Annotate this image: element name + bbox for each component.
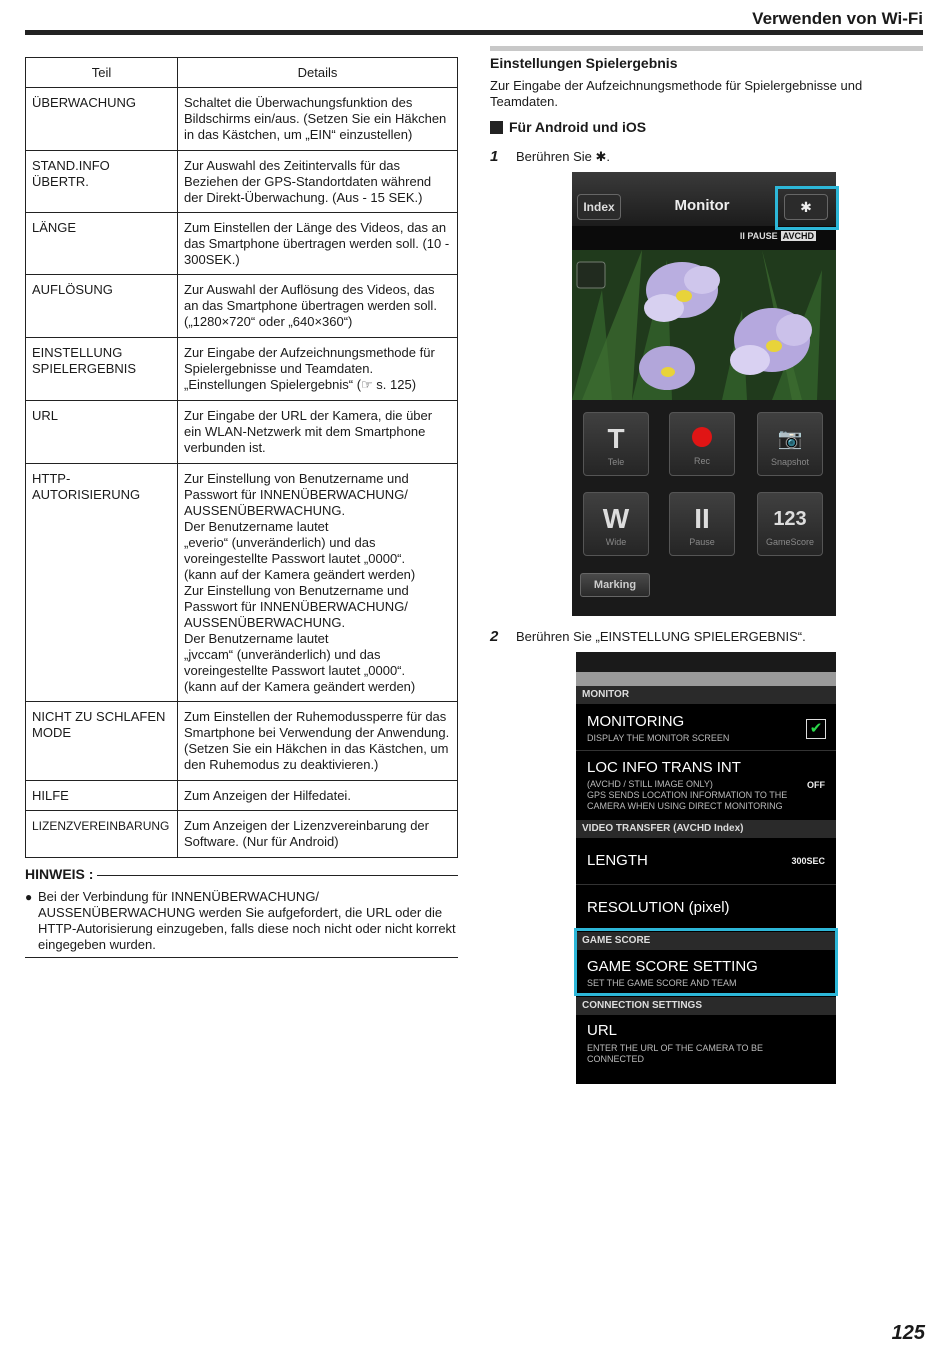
cell-details: Schaltet die Überwachungsfunktion des Bildschirms ein/aus. (Setzen Sie ein Häkchen in das Kästchen, um „EIN“ einzustellen) <box>178 88 458 151</box>
monitoring-item[interactable]: MONITORING <box>587 713 685 730</box>
loc-info-subtitle: (AVCHD / STILL IMAGE ONLY) GPS SENDS LOCATION INFORMATION TO THE CAMERA WHEN USING DIRECT MONITORING <box>587 779 788 811</box>
length-item[interactable]: LENGTH <box>587 852 648 869</box>
table-row <box>26 151 458 213</box>
cell-part: ÜBERWACHUNG <box>26 88 178 151</box>
cell-details: Zur Auswahl der Auflösung des Videos, das an das Smartphone übertragen werden soll. („1280×720“ oder „640×360“) <box>178 275 458 338</box>
pause-status: II PAUSE <box>739 231 778 241</box>
loc-info-value: OFF <box>807 780 825 790</box>
pause-label: Pause <box>689 537 715 547</box>
monitoring-subtitle: DISPLAY THE MONITOR SCREEN <box>587 733 730 743</box>
wide-button[interactable] <box>583 492 649 556</box>
length-value: 300SEC <box>791 856 825 866</box>
gear-highlight <box>775 186 839 230</box>
note-bottom-rule <box>25 957 458 958</box>
cell-part: HILFE <box>26 781 178 811</box>
cell-details: Zur Einstellung von Benutzername und Passwort für INNENÜBERWACHUNG/ AUSSENÜBERWACHUNG. Der Benutzername lautet „everio“ (unveränderlich) und das voreingestellte Passwort lautet „0000“. (kann auf der Kamera geändert werden) Zur Einstellung von Benutzername und Passwort für INNENÜBERWACHUNG/ AUSSENÜBERWACHUNG. Der Benutzername lautet „jvccam“ (unveränderlich) und das voreingestellte Passwort lautet „0000“. (kann auf der Kamera geändert werden) <box>178 464 458 702</box>
table-row <box>26 338 458 401</box>
cell-part: STAND.INFO ÜBERTR. <box>26 151 178 213</box>
rec-label: Rec <box>693 456 710 466</box>
page-number: 125 <box>891 1322 925 1344</box>
cell-details: Zum Einstellen der Ruhemodussperre für das Smartphone bei Verwendung der Anwendung. (Setzen Sie ein Häkchen in das Kästchen, um den Ruhemodus zu deaktivieren.) <box>178 702 458 781</box>
cell-part: NICHT ZU SCHLAFEN MODE <box>26 702 178 781</box>
divider <box>576 750 836 751</box>
section-monitor: MONITOR <box>576 686 836 704</box>
url-subtitle: ENTER THE URL OF THE CAMERA TO BE CONNECTED <box>587 1043 764 1064</box>
checkbox-icon[interactable]: ✔ <box>806 719 826 739</box>
monitor-screenshot <box>572 172 836 616</box>
table-row <box>26 401 458 464</box>
cell-details: Zur Auswahl des Zeitintervalls für das Beziehen der GPS-Standortdaten während der Direkt-Überwachung. (Aus - 15 SEK.) <box>178 151 458 213</box>
step-text: Berühren Sie „EINSTELLUNG SPIELERGEBNIS“. <box>516 629 806 644</box>
cell-details: Zum Anzeigen der Lizenzvereinbarung der Software. (Nur für Android) <box>178 811 458 858</box>
square-bullet-icon <box>490 121 503 134</box>
table-row <box>26 702 458 781</box>
cell-part: EINSTELLUNG SPIELERGEBNIS <box>26 338 178 401</box>
section-game-score: GAME SCORE <box>576 932 836 950</box>
table-row <box>26 88 458 151</box>
loc-info-item[interactable]: LOC INFO TRANS INT <box>587 759 741 776</box>
col-header-part: Teil <box>26 58 178 88</box>
cell-part: URL <box>26 401 178 464</box>
game-score-setting-item[interactable]: GAME SCORE SETTING <box>587 958 758 975</box>
step-2 <box>490 628 806 645</box>
resolution-item[interactable]: RESOLUTION (pixel) <box>587 899 730 916</box>
live-view-image <box>572 250 836 400</box>
cell-part: LIZENZVEREINBARUNG <box>26 811 178 858</box>
url-item[interactable]: URL <box>587 1022 618 1039</box>
iris-flowers-image <box>572 250 836 400</box>
note-text: Bei der Verbindung für INNENÜBERWACHUNG/ AUSSENÜBERWACHUNG werden Sie aufgefordert, die URL oder die HTTP-Autorisierung einzugeben, falls diese noch nicht oder nicht korrekt eingegeben wurden. <box>38 889 456 952</box>
snapshot-button[interactable] <box>757 412 823 476</box>
header-rule <box>25 30 923 35</box>
settings-table <box>25 57 458 858</box>
gamescore-button[interactable] <box>757 492 823 556</box>
section-video: VIDEO TRANSFER (AVCHD Index) <box>576 820 836 838</box>
rec-button[interactable] <box>669 412 735 476</box>
cell-details: Zur Eingabe der URL der Kamera, die über ein WLAN-Netzwerk mit dem Smartphone verbunden ist. <box>178 401 458 464</box>
score-icon: 123 <box>773 508 807 530</box>
section-title: Einstellungen Spielergebnis <box>490 55 678 71</box>
index-button[interactable]: Index <box>577 194 621 220</box>
section-description: Zur Eingabe der Aufzeichnungsmethode für Spielergebnisse und Teamdaten. <box>490 78 863 109</box>
note-block <box>25 866 458 958</box>
game-score-subtitle: SET THE GAME SCORE AND TEAM <box>587 978 737 988</box>
note-rule <box>97 875 458 876</box>
table-row <box>26 275 458 338</box>
table-row <box>26 811 458 858</box>
step-number: 2 <box>490 628 499 645</box>
tele-glyph: T <box>607 423 625 454</box>
cell-details: Zum Anzeigen der Hilfedatei. <box>178 781 458 811</box>
cell-details: Zum Einstellen der Länge des Videos, das an das Smartphone übertragen werden soll. (10 - 300SEK.) <box>178 213 458 275</box>
table-row <box>26 464 458 702</box>
cell-details: Zur Eingabe der Aufzeichnungsmethode für Spielergebnisse und Teamdaten. „Einstellungen Spielergebnis“ (☞ s. 125) <box>178 338 458 401</box>
subheading-text: Für Android und iOS <box>509 119 647 135</box>
tele-label: Tele <box>607 457 625 467</box>
section-bar <box>490 46 923 51</box>
bullet-icon: ● <box>25 890 33 904</box>
step-text: Berühren Sie ✱. <box>516 149 610 164</box>
title-strip <box>576 672 836 686</box>
status-indicator <box>740 231 816 241</box>
table-row <box>26 781 458 811</box>
status-bar <box>576 652 836 672</box>
cell-part: LÄNGE <box>26 213 178 275</box>
gamescore-label: GameScore <box>765 537 815 547</box>
note-title: HINWEIS : <box>25 866 94 882</box>
avchd-badge: AVCHD <box>782 231 814 241</box>
gear-icon[interactable]: ✱ <box>784 194 828 220</box>
game-score-highlight <box>574 928 838 996</box>
wide-label: Wide <box>605 537 627 547</box>
marking-button[interactable]: Marking <box>580 573 650 597</box>
record-icon <box>692 427 712 447</box>
subheading <box>490 119 646 135</box>
pause-icon: II <box>694 503 710 534</box>
tele-button[interactable] <box>583 412 649 476</box>
col-header-details: Details <box>178 58 458 88</box>
snapshot-label: Snapshot <box>770 457 810 467</box>
pause-button[interactable] <box>669 492 735 556</box>
screen-title: Monitor <box>674 197 730 214</box>
cell-part: AUFLÖSUNG <box>26 275 178 338</box>
section-connection: CONNECTION SETTINGS <box>576 997 836 1015</box>
settings-screenshot <box>576 652 836 1084</box>
header-title: Verwenden von Wi-Fi <box>752 9 923 28</box>
wide-glyph: W <box>602 503 630 534</box>
step-number: 1 <box>490 148 499 165</box>
cell-part: HTTP- AUTORISIERUNG <box>26 464 178 702</box>
step-1 <box>490 148 610 165</box>
table-row <box>26 213 458 275</box>
camera-icon: 📷 <box>777 428 803 450</box>
divider <box>576 884 836 885</box>
